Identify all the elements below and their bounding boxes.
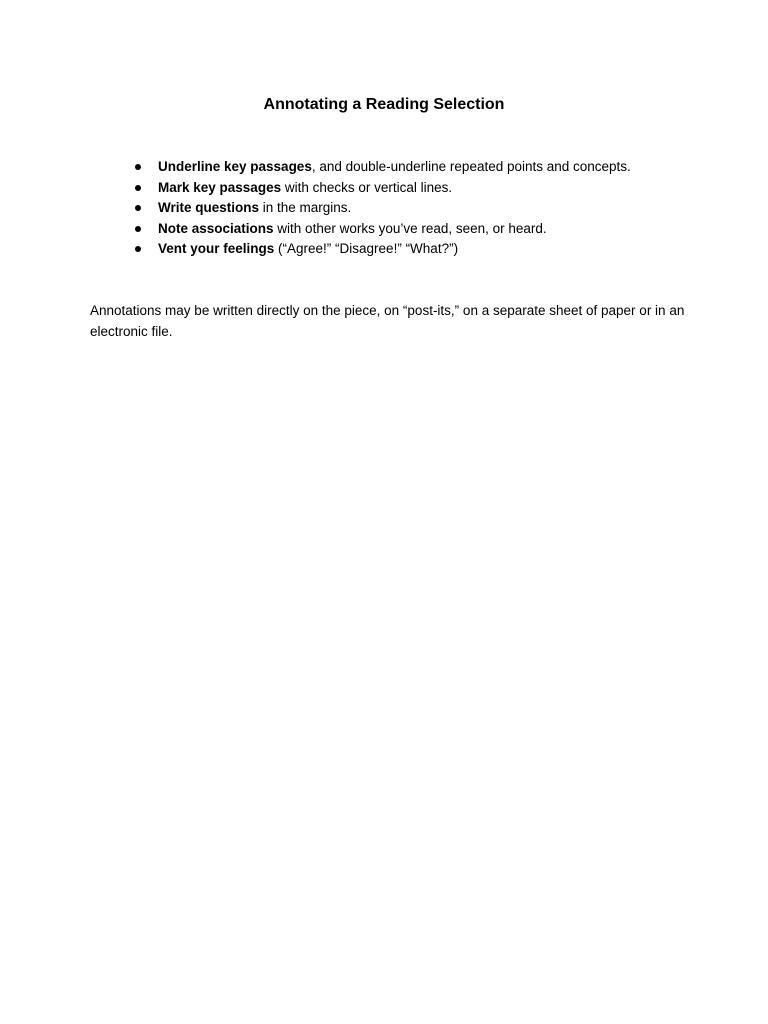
list-item-text: (“Agree!” “Disagree!” “What?”) <box>274 241 459 256</box>
list-item-lead: Underline key passages <box>158 159 312 174</box>
annotations-paragraph: Annotations may be written directly on the piece, on “post-its,” on a separate sheet of paper or in an electronic file. <box>90 303 685 339</box>
list-item-lead: Vent your feelings <box>158 241 275 256</box>
bullet-icon <box>135 226 141 232</box>
list-item-text: , and double-underline repeated points and concepts. <box>311 159 631 174</box>
list-item-lead: Note associations <box>158 220 274 236</box>
list-item <box>133 219 733 240</box>
list-item-text: with checks or vertical lines. <box>281 179 453 195</box>
annotation-tips-list <box>133 157 733 260</box>
bullet-icon <box>135 185 141 191</box>
bullet-icon <box>135 164 141 170</box>
list-item <box>133 157 733 178</box>
list-item-lead: Mark key passages <box>158 179 282 195</box>
list-item <box>133 198 733 219</box>
list-item-text: in the margins. <box>259 200 352 215</box>
bullet-icon <box>135 205 141 211</box>
list-item <box>133 239 733 260</box>
list-item <box>133 178 733 199</box>
bullet-icon <box>135 246 141 252</box>
document-title: Annotating a Reading Selection <box>263 96 505 113</box>
list-item-text: with other works you’ve read, seen, or heard. <box>273 220 547 236</box>
list-item-lead: Write questions <box>158 200 260 215</box>
